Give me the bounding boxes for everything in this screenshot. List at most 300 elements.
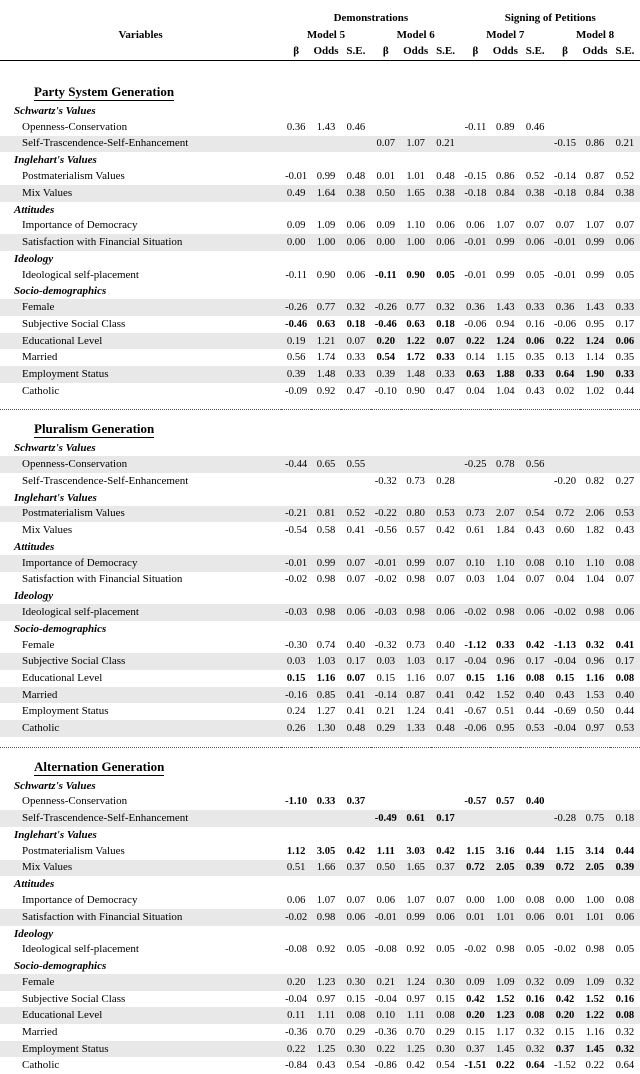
dotted-separator xyxy=(0,410,640,419)
value-cell: 0.32 xyxy=(615,1026,635,1038)
value-cell: 1.17 xyxy=(496,1026,515,1038)
value-cell: 0.07 xyxy=(615,220,635,232)
table-row xyxy=(0,1024,640,1041)
value-cell: 0.99 xyxy=(580,234,610,251)
value-cell xyxy=(401,456,431,473)
value-cell: -0.46 xyxy=(285,318,308,330)
value-cell: 0.44 xyxy=(615,845,635,857)
value-cell: 0.29 xyxy=(371,720,401,737)
table-row xyxy=(0,218,640,235)
category-label: Schwartz's Values xyxy=(14,779,96,792)
value-cell: 0.30 xyxy=(431,974,461,991)
value-cell xyxy=(461,136,491,153)
table-row xyxy=(0,892,640,909)
table-row xyxy=(0,843,640,860)
category-label: Ideology xyxy=(14,252,54,265)
blank-cell xyxy=(0,10,281,27)
table-row xyxy=(0,366,640,383)
value-cell: 0.15 xyxy=(555,1026,575,1038)
value-cell: 0.10 xyxy=(550,555,580,572)
value-cell xyxy=(610,119,640,136)
value-cell: 0.52 xyxy=(341,506,371,523)
value-cell: 0.38 xyxy=(610,185,640,202)
value-cell: 0.87 xyxy=(401,687,431,704)
value-cell: 1.04 xyxy=(496,574,515,586)
value-cell: 1.00 xyxy=(401,234,431,251)
value-cell: 0.77 xyxy=(401,299,431,316)
value-cell: 0.43 xyxy=(550,687,580,704)
value-cell: -0.14 xyxy=(554,171,577,183)
value-cell: -0.56 xyxy=(374,525,397,537)
value-cell xyxy=(341,473,371,490)
section-separator xyxy=(0,747,640,756)
category-label: Inglehart's Values xyxy=(14,154,97,167)
value-cell: 0.72 xyxy=(550,506,580,523)
value-cell: 0.39 xyxy=(281,366,311,383)
value-cell: 0.40 xyxy=(610,687,640,704)
value-cell: 1.48 xyxy=(401,366,431,383)
value-cell: -0.46 xyxy=(374,318,397,330)
model-5-header: Model 5 xyxy=(306,28,346,41)
value-cell: 1.16 xyxy=(316,672,336,684)
value-cell: 0.20 xyxy=(550,1007,580,1024)
value-cell: 0.61 xyxy=(466,525,485,537)
variable-label: Postmaterialism Values xyxy=(0,506,281,523)
value-cell: 0.37 xyxy=(550,1041,580,1058)
value-cell: -1.12 xyxy=(464,639,487,651)
value-cell: 2.06 xyxy=(580,506,610,523)
table-row xyxy=(0,703,640,720)
value-cell: 0.97 xyxy=(406,993,425,1005)
value-cell: -0.32 xyxy=(374,475,397,487)
value-cell: 0.05 xyxy=(615,269,635,281)
value-cell: 0.99 xyxy=(401,909,431,926)
value-cell: 0.64 xyxy=(550,366,580,383)
value-cell: 0.44 xyxy=(525,845,545,857)
value-cell: 1.00 xyxy=(311,234,341,251)
group-header-petitions: Signing of Petitions xyxy=(504,12,596,24)
value-cell xyxy=(520,473,550,490)
value-cell: -0.11 xyxy=(464,121,487,133)
value-cell: -0.06 xyxy=(464,318,487,330)
value-cell: 1.15 xyxy=(466,845,485,857)
value-cell: 0.57 xyxy=(406,525,425,537)
value-cell: 0.89 xyxy=(496,121,515,133)
table-row xyxy=(0,810,640,827)
category-row xyxy=(0,958,640,974)
value-cell: 1.04 xyxy=(496,385,515,397)
value-cell: 1.10 xyxy=(490,555,520,572)
variable-label: Educational Level xyxy=(0,333,281,350)
value-cell: 0.92 xyxy=(316,385,336,397)
value-cell: 0.40 xyxy=(346,639,366,651)
value-cell xyxy=(281,473,311,490)
value-cell: 1.30 xyxy=(311,720,341,737)
value-cell: 0.43 xyxy=(525,525,545,537)
variable-label: Female xyxy=(0,974,281,991)
section-title-row xyxy=(0,756,640,778)
value-cell xyxy=(550,119,580,136)
value-cell: 0.13 xyxy=(555,352,575,364)
value-cell: 0.21 xyxy=(376,706,396,718)
value-cell: 0.29 xyxy=(436,1026,455,1038)
value-cell: 1.11 xyxy=(311,1007,341,1024)
value-cell: 1.01 xyxy=(490,909,520,926)
category-row xyxy=(0,539,640,555)
value-cell: 1.02 xyxy=(585,385,605,397)
value-cell: 0.53 xyxy=(520,720,550,737)
stat-header: β xyxy=(382,45,389,57)
value-cell: 0.47 xyxy=(346,385,366,397)
category-row xyxy=(0,621,640,637)
value-cell: 0.32 xyxy=(431,299,461,316)
value-cell: 0.99 xyxy=(401,555,431,572)
category-row xyxy=(0,283,640,299)
value-cell: 0.43 xyxy=(615,525,635,537)
value-cell: 0.39 xyxy=(520,860,550,877)
value-cell: 0.53 xyxy=(431,506,461,523)
value-cell: 0.42 xyxy=(466,993,485,1005)
value-cell: -0.02 xyxy=(554,944,577,956)
value-cell: 1.15 xyxy=(496,352,515,364)
value-cell: 0.56 xyxy=(520,456,550,473)
value-cell: 0.00 xyxy=(555,895,575,907)
variables-header: Variables xyxy=(118,28,163,41)
value-cell: 1.64 xyxy=(311,185,341,202)
value-cell: 0.63 xyxy=(316,318,336,330)
value-cell: 0.18 xyxy=(610,810,640,827)
value-cell: 1.65 xyxy=(401,860,431,877)
value-cell: 0.17 xyxy=(431,810,461,827)
category-row xyxy=(0,827,640,843)
value-cell: 0.32 xyxy=(585,639,605,651)
value-cell: 2.07 xyxy=(490,506,520,523)
value-cell: 0.06 xyxy=(341,604,371,621)
value-cell: -0.30 xyxy=(285,639,308,651)
value-cell: 0.58 xyxy=(316,525,336,537)
value-cell: 0.19 xyxy=(281,333,311,350)
value-cell: 0.48 xyxy=(436,171,455,183)
table-row xyxy=(0,991,640,1008)
value-cell xyxy=(281,810,311,827)
stat-header: β xyxy=(293,45,300,57)
variable-label: Mix Values xyxy=(22,524,73,537)
spacer-cell xyxy=(0,399,640,410)
value-cell: 0.33 xyxy=(610,366,640,383)
value-cell: 0.60 xyxy=(555,525,575,537)
value-cell: 0.06 xyxy=(466,220,485,232)
value-cell: -0.18 xyxy=(461,185,491,202)
value-cell: 0.43 xyxy=(316,1060,336,1072)
value-cell: 0.11 xyxy=(281,1007,311,1024)
variable-label: Importance of Democracy xyxy=(22,219,138,232)
value-cell: 0.85 xyxy=(311,687,341,704)
value-cell: 0.41 xyxy=(341,687,371,704)
value-cell: 0.26 xyxy=(281,720,311,737)
value-cell: 1.00 xyxy=(496,895,515,907)
category-label: Attitudes xyxy=(14,878,55,891)
value-cell: 0.10 xyxy=(461,555,491,572)
value-cell: 0.64 xyxy=(615,1060,635,1072)
value-cell: 0.99 xyxy=(490,234,520,251)
value-cell: 0.15 xyxy=(466,1026,485,1038)
value-cell: 0.41 xyxy=(431,687,461,704)
value-cell: 0.07 xyxy=(615,574,635,586)
value-cell: 0.27 xyxy=(615,475,635,487)
value-cell: 2.05 xyxy=(490,860,520,877)
value-cell: 1.16 xyxy=(406,672,425,684)
value-cell: -0.20 xyxy=(554,475,577,487)
value-cell: 0.07 xyxy=(525,220,545,232)
table-row xyxy=(0,1007,640,1024)
value-cell: 0.10 xyxy=(371,1007,401,1024)
value-cell: 0.01 xyxy=(376,171,396,183)
value-cell: 0.48 xyxy=(341,720,371,737)
value-cell: 0.33 xyxy=(496,639,515,651)
value-cell: 0.70 xyxy=(316,1026,336,1038)
variable-label: Catholic xyxy=(22,1059,60,1072)
variable-label: Catholic xyxy=(22,384,60,397)
value-cell: 0.98 xyxy=(401,604,431,621)
value-cell: 1.52 xyxy=(490,687,520,704)
model-6-header: Model 6 xyxy=(396,28,435,41)
value-cell: 0.32 xyxy=(610,974,640,991)
value-cell: 0.72 xyxy=(550,860,580,877)
value-cell: 0.24 xyxy=(286,706,306,718)
section-title-row xyxy=(0,418,640,440)
value-cell: 0.06 xyxy=(341,234,371,251)
variable-label: Postmaterialism Values xyxy=(22,844,125,857)
section-title-text: Party System Generation xyxy=(34,84,175,99)
value-cell: 1.43 xyxy=(490,299,520,316)
value-cell: 0.06 xyxy=(431,604,461,621)
value-cell: 0.06 xyxy=(431,909,461,926)
table-row xyxy=(0,522,640,539)
value-cell: 0.90 xyxy=(316,269,336,281)
value-cell: -0.28 xyxy=(550,810,580,827)
value-cell xyxy=(610,456,640,473)
table-row xyxy=(0,555,640,572)
value-cell: -1.52 xyxy=(554,1060,577,1072)
value-cell: 0.20 xyxy=(371,333,401,350)
model-7-header: Model 7 xyxy=(486,28,525,41)
value-cell: 0.96 xyxy=(580,653,610,670)
value-cell: 0.99 xyxy=(496,269,515,281)
value-cell: 0.42 xyxy=(461,687,491,704)
value-cell: 1.07 xyxy=(496,220,515,232)
value-cell: 0.29 xyxy=(346,1026,366,1038)
value-cell: 0.98 xyxy=(406,574,425,586)
value-cell: 1.09 xyxy=(490,974,520,991)
value-cell: 0.42 xyxy=(436,525,455,537)
value-cell: 0.00 xyxy=(371,234,401,251)
value-cell: 1.16 xyxy=(585,672,605,684)
value-cell: 1.90 xyxy=(580,366,610,383)
value-cell: 0.20 xyxy=(461,1007,491,1024)
value-cell: 1.25 xyxy=(311,1041,341,1058)
spacer xyxy=(0,61,640,82)
value-cell: 1.10 xyxy=(406,220,425,232)
value-cell: 0.40 xyxy=(525,796,545,808)
value-cell: 0.06 xyxy=(341,909,371,926)
value-cell: 0.37 xyxy=(461,1041,491,1058)
value-cell: 0.47 xyxy=(436,385,455,397)
value-cell: 0.46 xyxy=(525,121,545,133)
value-cell: 0.18 xyxy=(436,318,455,330)
value-cell: -0.04 xyxy=(374,993,397,1005)
value-cell: 1.45 xyxy=(580,1041,610,1058)
value-cell: 0.57 xyxy=(496,796,515,808)
value-cell: 1.43 xyxy=(580,299,610,316)
value-cell: 0.17 xyxy=(520,653,550,670)
value-cell: 0.15 xyxy=(286,672,306,684)
category-row xyxy=(0,152,640,168)
category-row xyxy=(0,490,640,506)
value-cell: 1.45 xyxy=(490,1041,520,1058)
table-row xyxy=(0,1041,640,1058)
value-cell: -0.69 xyxy=(554,706,577,718)
value-cell xyxy=(311,810,341,827)
value-cell: 0.08 xyxy=(525,895,545,907)
value-cell: 0.54 xyxy=(376,352,396,364)
value-cell xyxy=(461,810,491,827)
value-cell: -0.04 xyxy=(550,720,580,737)
value-cell: 1.27 xyxy=(316,706,336,718)
value-cell: 0.32 xyxy=(610,1041,640,1058)
value-cell: 0.55 xyxy=(341,456,371,473)
value-cell: -0.02 xyxy=(281,909,311,926)
variable-label: Married xyxy=(22,1025,58,1038)
value-cell: 0.35 xyxy=(525,352,545,364)
section-title-text: Alternation Generation xyxy=(34,758,165,774)
value-cell xyxy=(431,119,461,136)
stat-header: Odds xyxy=(403,45,429,57)
value-cell: 0.32 xyxy=(520,974,550,991)
variable-label: Self-Trascendence-Self-Enhancement xyxy=(0,136,281,153)
value-cell: 0.21 xyxy=(610,136,640,153)
value-cell: 0.00 xyxy=(281,234,311,251)
stat-header: Odds xyxy=(582,45,608,57)
stat-header: S.E. xyxy=(346,45,366,57)
value-cell: 0.35 xyxy=(615,352,635,364)
variable-label: Openness-Conservation xyxy=(22,120,128,133)
value-cell: 0.33 xyxy=(610,299,640,316)
value-cell: 1.14 xyxy=(585,352,605,364)
category-label: Schwartz's Values xyxy=(14,442,96,455)
value-cell: 0.30 xyxy=(341,1041,371,1058)
value-cell: -0.02 xyxy=(464,944,487,956)
variable-label: Catholic xyxy=(0,720,281,737)
value-cell: 0.50 xyxy=(585,706,605,718)
value-cell: 0.21 xyxy=(371,974,401,991)
value-cell: 0.01 xyxy=(461,909,491,926)
value-cell: 0.78 xyxy=(490,456,520,473)
value-cell: -0.44 xyxy=(281,456,311,473)
value-cell: -0.03 xyxy=(371,604,401,621)
value-cell xyxy=(401,794,431,811)
value-cell: 1.23 xyxy=(311,974,341,991)
variable-label: Ideological self-placement xyxy=(22,943,139,956)
value-cell: 0.07 xyxy=(436,895,455,907)
value-cell: -0.36 xyxy=(374,1026,397,1038)
value-cell: 0.86 xyxy=(496,171,515,183)
stat-header: S.E. xyxy=(525,45,545,57)
value-cell: 0.36 xyxy=(550,299,580,316)
value-cell: 1.16 xyxy=(496,672,515,684)
blank-cell xyxy=(0,43,281,61)
value-cell: 0.38 xyxy=(431,185,461,202)
value-cell: 0.41 xyxy=(346,525,366,537)
value-cell: 0.06 xyxy=(520,909,550,926)
value-cell: 0.08 xyxy=(520,555,550,572)
variable-label: Subjective Social Class xyxy=(0,653,281,670)
regression-table xyxy=(0,10,640,1074)
value-cell: 0.37 xyxy=(431,860,461,877)
value-cell: 1.23 xyxy=(490,1007,520,1024)
value-cell: 1.16 xyxy=(585,1026,605,1038)
value-cell xyxy=(550,456,580,473)
value-cell: 1.48 xyxy=(311,366,341,383)
value-cell: 1.11 xyxy=(401,1007,431,1024)
value-cell: 0.33 xyxy=(346,352,366,364)
variable-label: Subjective Social Class xyxy=(22,992,126,1005)
value-cell: 0.98 xyxy=(311,604,341,621)
value-cell: 0.97 xyxy=(580,720,610,737)
value-cell: 0.53 xyxy=(610,720,640,737)
stat-header: Odds xyxy=(492,45,518,57)
value-cell: -0.01 xyxy=(554,269,577,281)
value-cell: -0.15 xyxy=(550,136,580,153)
category-label: Socio-demographics xyxy=(14,960,107,973)
value-cell: 0.49 xyxy=(281,185,311,202)
value-cell: 0.97 xyxy=(316,993,336,1005)
value-cell: 0.06 xyxy=(610,234,640,251)
value-cell: 1.24 xyxy=(401,974,431,991)
table-row xyxy=(0,653,640,670)
category-row xyxy=(0,926,640,942)
value-cell: 1.52 xyxy=(496,993,515,1005)
value-cell: 0.17 xyxy=(610,653,640,670)
value-cell: 0.51 xyxy=(496,706,515,718)
table-row xyxy=(0,168,640,185)
value-cell xyxy=(371,456,401,473)
value-cell: -0.10 xyxy=(374,385,397,397)
value-cell: 1.88 xyxy=(490,366,520,383)
table-row xyxy=(0,909,640,926)
value-cell: -0.02 xyxy=(374,574,397,586)
value-cell xyxy=(490,473,520,490)
value-cell: -0.25 xyxy=(461,456,491,473)
variable-label: Female xyxy=(22,638,55,651)
value-cell: 0.33 xyxy=(341,366,371,383)
value-cell: 0.07 xyxy=(346,895,366,907)
variable-label: Satisfaction with Financial Situation xyxy=(0,234,281,251)
model-8-header: Model 8 xyxy=(575,28,615,41)
category-label: Ideology xyxy=(14,927,54,940)
value-cell: 0.05 xyxy=(525,269,545,281)
variable-label: Openness-Conservation xyxy=(0,456,281,473)
value-cell: 0.70 xyxy=(406,1026,425,1038)
value-cell xyxy=(461,473,491,490)
value-cell xyxy=(550,794,580,811)
value-cell: -0.02 xyxy=(461,604,491,621)
value-cell: 0.48 xyxy=(346,171,366,183)
value-cell: 0.48 xyxy=(431,720,461,737)
value-cell: -0.01 xyxy=(281,555,311,572)
value-cell: 0.81 xyxy=(311,506,341,523)
variable-label: Mix Values xyxy=(0,860,281,877)
value-cell: 0.06 xyxy=(520,333,550,350)
